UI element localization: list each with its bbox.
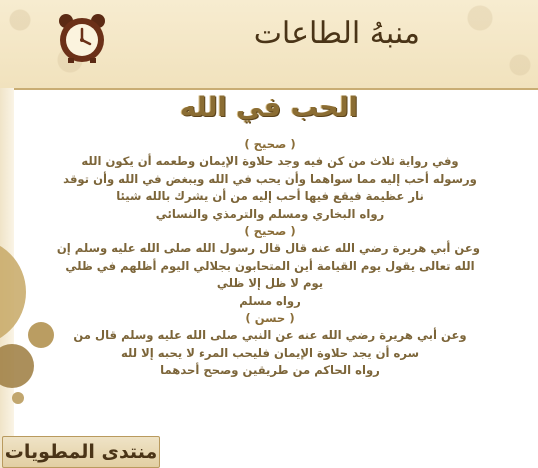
hadith-line: وعن أبي هريرة رضي الله عنه قال قال رسول الله صلى الله عليه وسلم إن	[56, 241, 480, 256]
alarm-clock-icon	[56, 12, 108, 64]
decorative-circle-tiny	[12, 392, 24, 404]
header-banner	[0, 0, 538, 90]
source-line: رواه الحاكم من طريقين وصحح أحدهما	[160, 363, 380, 378]
decorative-circle-medium	[0, 344, 34, 388]
header-title: منبهُ الطاعات	[253, 16, 420, 51]
hadith-line: نار عظيمة فيقع فيها أحب إليه من أن يشرك بالله شيئا	[116, 189, 424, 204]
hadith-line: يوم لا ظل إلا ظلي	[216, 276, 324, 291]
grade-label: ( صحيح )	[244, 137, 296, 151]
hadith-line: سره أن يجد حلاوة الإيمان فليحب المرء لا يحبه إلا لله	[120, 345, 420, 360]
grade-label: ( حسن )	[245, 311, 295, 326]
source-line: رواه مسلم	[239, 293, 301, 308]
decorative-circle-small	[28, 322, 54, 348]
hadith-content	[56, 136, 480, 380]
hadith-line: وفي رواية ثلاث من كن فيه وجد حلاوة الإيمان وطعمه أن يكون الله	[81, 154, 459, 169]
hadith-line: ورسوله أحب إليه مما سواهما وأن يحب في الله ويبغض في الله وأن توقد	[63, 171, 477, 186]
source-line: رواه البخاري ومسلم والترمذي والنسائي	[155, 206, 385, 221]
page-title: الحب في الله	[179, 92, 359, 123]
hadith-line: الله تعالى يقول يوم القيامة أين المتحابون بجلالي اليوم أظلهم في ظلي	[65, 258, 475, 273]
grade-label: ( صحيح )	[244, 224, 296, 239]
hadith-line: وعن أبي هريرة رضي الله عنه عن النبي صلى الله عليه وسلم قال من	[73, 328, 467, 343]
forum-name-badge[interactable]: منتدى المطويات	[2, 436, 160, 468]
